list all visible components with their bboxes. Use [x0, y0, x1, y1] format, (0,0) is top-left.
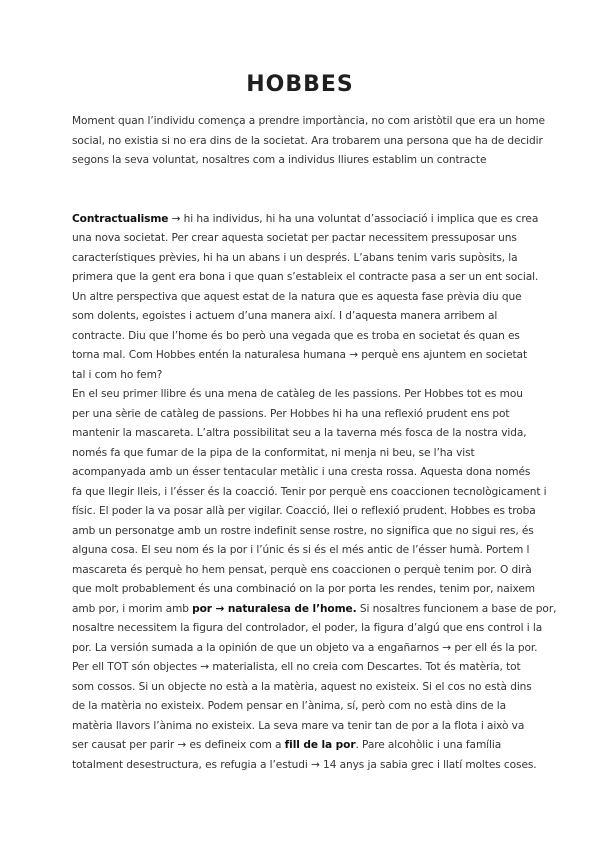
text-segment: → hi ha individus, hi ha una voluntat d’associació i implica que es crea: [168, 212, 539, 225]
text-line: nosaltre necessitem la figura del controlador, el poder, la figura d’algú que ens control i la: [72, 622, 543, 634]
text-line: matèria llavors l’ànima no existeix. La seva mare va tenir tan de por a la flota i això va: [72, 719, 525, 732]
text-line: contracte. Diu que l’home és bo però una vegada que es troba en societat és quan es: [72, 329, 520, 342]
text-segment: . Pare alcohòlic i una família: [355, 739, 502, 751]
text-line: tal i com ho fem?: [72, 368, 163, 381]
text-line: Moment quan l’individu comença a prendre importància, no com aristòtil que era un home: [72, 115, 545, 127]
text-line: físic. El poder la va posar allà per vigilar. Coacció, llei o reflexió prudent. Hobbes es troba: [72, 505, 536, 517]
text-line: [72, 600, 557, 620]
text-line: una nova societat. Per crear aquesta societat per pactar necessitem pressuposar uns: [72, 232, 517, 244]
contractualisme-paragraph: [72, 210, 538, 386]
text-line: som dolents, egoistes i actuem d’una manera així. I d’aquesta manera arribem al: [72, 310, 498, 322]
text-line: Per ell TOT són objectes → materialista, ell no creia com Descartes. Tot és matèria, tot: [72, 661, 521, 673]
text-line: característiques prèvies, hi ha un abans i un després. L’abans tenim varis supòsits, la: [72, 251, 518, 264]
text-line: per una sèrie de catàleg de passions. Per Hobbes hi ha una reflexió prudent ens pot: [72, 407, 510, 420]
text-line: mantenir la mascareta. L’altra possibilitat seu a la taverna més fosca de la nostra vida,: [72, 427, 527, 439]
text-line: totalment desestructura, es refugia a l’estudi → 14 anys ja sabia grec i llatí moltes coses.: [72, 758, 537, 771]
text-segment: amb por, i morim amb: [72, 602, 193, 615]
text-line: [72, 736, 538, 756]
paragraph-gap: [72, 190, 538, 210]
page-title: HOBBES: [246, 72, 354, 97]
paragraph-gap: [72, 171, 538, 191]
text-line: torna mal. Com Hobbes entén la naturalesa humana → perquè ens ajuntem en societat: [72, 349, 527, 361]
passions-paragraph: [72, 385, 557, 775]
intro-paragraph: [72, 112, 545, 171]
term-contractualisme: Contractualisme: [72, 212, 169, 225]
text-segment: Si nosaltres funcionem a base de por,: [356, 602, 557, 615]
text-line: En el seu primer llibre és una mena de catàleg de les passions. Per Hobbes tot es mou: [72, 388, 523, 400]
highlight-fill-de-la-por: fill de la por: [284, 739, 356, 751]
text-line: segons la seva voluntat, nosaltres com a individus lliures establim un contracte: [72, 154, 487, 166]
text-line: alguna cosa. El seu nom és la por i l’únic és si és el més antic de l’ésser humà. Portem l: [72, 544, 530, 556]
text-line: primera que la gent era bona i que quan s’estableix el contracte pasa a ser un ent social.: [72, 271, 539, 283]
text-line: acompanyada amb un ésser tentacular metàlic i una cresta rossa. Aquesta dona només: [72, 466, 531, 478]
text-line: que molt probablement és una combinació on la por porta les rendes, tenim por, naixem: [72, 583, 536, 595]
text-line: amb un personatge amb un rostre indefinit sense rostre, no significa que no sigui res, és: [72, 524, 534, 537]
text-line: de la matèria no existeix. Podem pensar en l’ànima, sí, però com no està dins de la: [72, 700, 507, 712]
text-line: Un altre perspectiva que aquest estat de la natura que es aquesta fase prèvia diu que: [72, 290, 522, 303]
document-body: [72, 112, 557, 775]
text-line: [72, 210, 538, 230]
text-segment: ser causat per parir → es defineix com a: [72, 739, 285, 751]
text-line: només fa que fumar de la pipa de la conformitat, ni menja ni beu, se l’ha vist: [72, 446, 475, 459]
text-line: por. La versión sumada a la opinión de que un objeto va a engañarnos → per ell és la por.: [72, 641, 538, 654]
text-line: social, no existia si no era dins de la societat. Ara trobarem una persona que ha de decidir: [72, 134, 543, 147]
text-line: som cossos. Si un objecte no està a la matèria, aquest no existeix. Si el cos no està dins: [72, 680, 532, 693]
highlight-naturalesa: por → naturalesa de l’home.: [192, 602, 357, 615]
text-line: fa que llegir lleis, i l’ésser és la coacció. Tenir por perquè ens coaccionen tecnològicament i: [72, 485, 547, 498]
text-line: mascareta és perquè ho hem pensat, perquè ens coaccionen o perquè tenim por. O dirà: [72, 563, 532, 576]
